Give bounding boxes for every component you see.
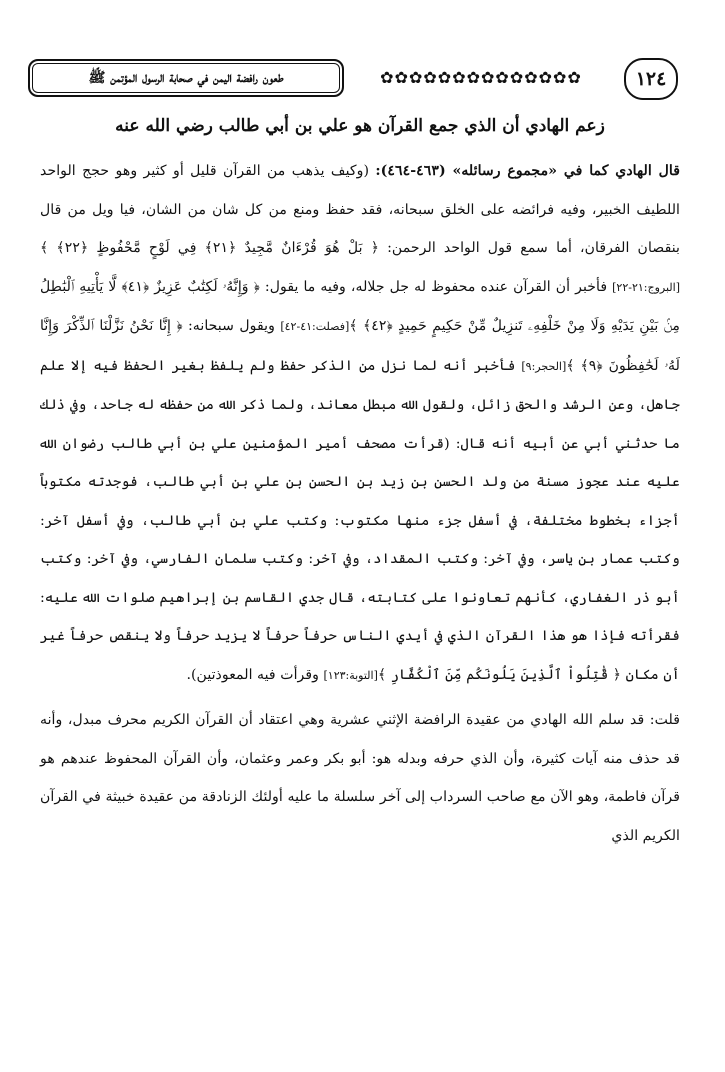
paragraph-text: فأخبر أن القرآن عنده محفوظ له جل جلاله، وفيه ما يقول: <box>259 278 613 295</box>
verse-reference: [التوبة:١٢٣] <box>323 668 378 682</box>
page-header <box>28 58 678 100</box>
quran-verse: ﴿ وَإِنَّهُۥ لَكِتَٰبٌ عَزِيزٌ ﴿٤١﴾ لَّا يَأْتِيهِ ٱلْبَٰطِلُ مِنۢ بَيْنِ يَدَيْهِ وَلَا مِنْ خَلْفِهِۦ تَنزِيلٌ مِّنْ حَكِيمٍ حَمِيدٍ ﴿٤٢﴾ ﴾ <box>40 278 680 334</box>
paragraph-text: قلت: قد سلم الله الهادي من عقيدة الرافضة الإثني عشرية وهي اعتقاد أن القرآن الكريم محرف مبدل، وأنه قد حذف منه آيات كثيرة، وأن الذي حرفه وبدله هو: أبو بكر وعمر وعثمان، وأن القرآن المحفوظ عندهم هو قرآن فاطمة، وهو الآن مع صاحب السرداب إلى آخر سلسلة ما عليه أولئك الزنادقة من عقيدة خبيثة في القرآن الكريم الذي <box>40 712 680 844</box>
verse-reference: [البروج:٢١-٢٢] <box>612 280 680 294</box>
quran-verse: ﴿ إِنَّا نَحْنُ نَزَّلْنَا ٱلذِّكْرَ وَإِنَّا لَهُۥ لَحَٰفِظُونَ ﴿٩﴾ ﴾ <box>40 318 680 374</box>
page-number: ١٢٤ <box>624 58 678 100</box>
paragraph-quote <box>40 152 680 695</box>
paragraph-commentary <box>40 701 680 855</box>
ornament-divider: ✿✿✿✿✿✿✿✿✿✿✿✿✿✿ <box>380 68 582 87</box>
quran-verse: ﴿ بَلْ هُوَ قُرْءَانٌ مَّجِيدٌ ﴿٢١﴾ فِي لَوْحٍ مَّحْفُوظٍ ﴿٢٢﴾ ﴾ <box>40 240 380 256</box>
section-heading: زعم الهادي أن الذي جمع القرآن هو علي بن أبي طالب رضي الله عنه <box>115 116 605 136</box>
paragraph-text: (وكيف يذهب من القرآن قليل أو كثير وهو حجج الواحد اللطيف الخبير، وفيه فرائضه على الخلق سبحانه، فقد حفظ ومنع من كل شان من الشان، فيا ويل من قال بنقصان الفرقان، أما سمع قول الواحد الرحمن: <box>40 163 680 256</box>
paragraph-lead: قال الهادي كما في «مجموع رسائله» (٤٦٣-٤٦٤): <box>375 163 680 179</box>
paragraph-text: ويقول سبحانه: <box>182 318 281 334</box>
quran-verse: ﴿ قَٰتِلُواْ ٱلَّذِينَ يَلُونَكُم مِّنَ ٱلْكُفَّارِ ﴾ <box>377 666 622 683</box>
verse-reference: [فصلت:٤١-٤٢] <box>280 320 350 333</box>
paragraph-text: وقرأت فيه المعوذتين). <box>186 666 324 683</box>
paragraph-text: فأخبر أنه لما نزل من الذكر حفظ ولم يلفظ بغير الحفظ فيه إلا علم جاهل، وعن الرشد والحق زائل، ولقول الله مبطل معاند، ولما ذكر الله من حفظه له جاحد، وفي ذلك ما حدثني أبي عن أبيه أنه قال: (قرأت مصحف أمير المؤمنين علي بن أبي طالب رضوان الله عليه عند عجوز مسنة من ولد الحسن بن زيد بن الحسن بن علي بن أبي طالب، فوجدته مكتوباً أجزاء بخطوط مختلفة، في أسفل جزء منها مكتوب: وكتب علي بن أبي طالب، وفي أسفل آخر: وكتب عمار بن ياسر، وفي آخر: وكتب المقداد، وفي آخر: وكتب سلمان الفارسي، وفي آخر: وكتب أبو ذر الغفاري، كأنهم تعاونوا على كتابته، قال جدي القاسم بن إبراهيم صلوات الله عليه: فقرأته فإذا هو هذا القرآن الذي في أيدي الناس حرفاً حرفاً لا يزيد حرفاً ولا ينقص حرفاً غير أن مكان <box>40 357 680 683</box>
verse-reference: [الحجر:٩] <box>521 359 567 373</box>
running-title: طعون رافضة اليمن في صحابة الرسول المؤتمن ﷺ <box>28 59 344 97</box>
page-content <box>40 112 680 855</box>
